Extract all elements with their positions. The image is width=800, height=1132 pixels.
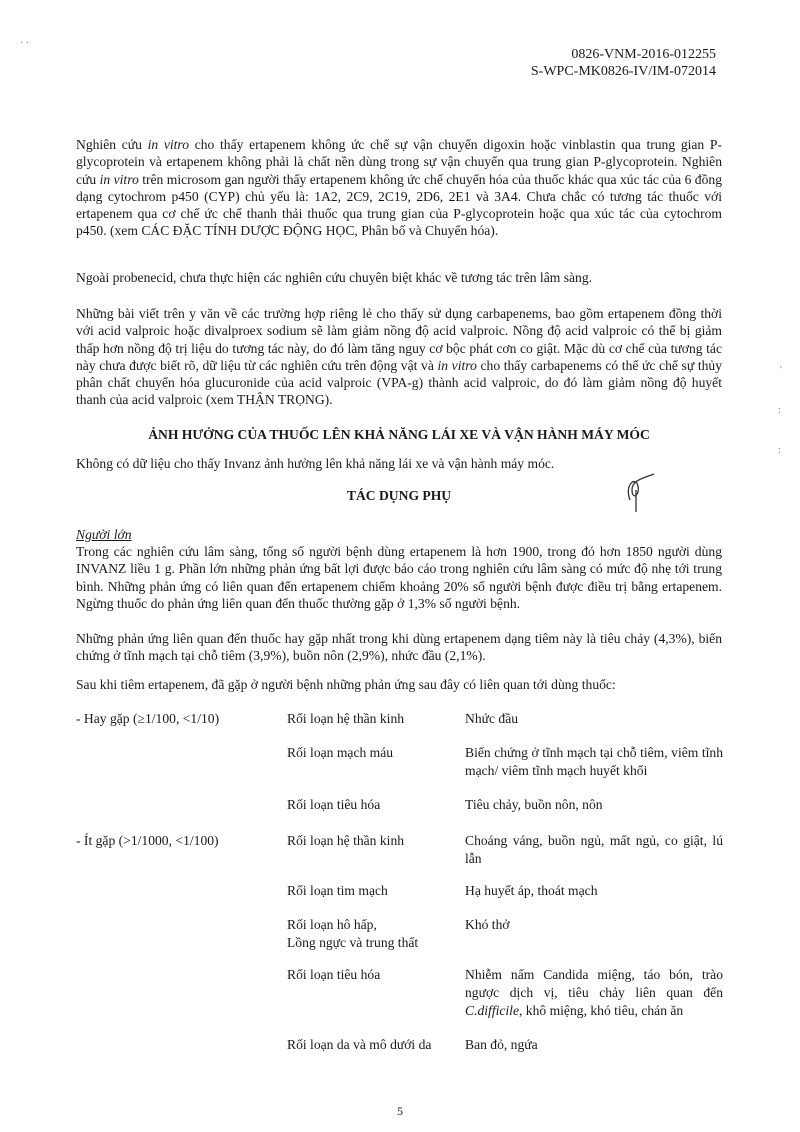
frequency-label: - Hay gặp (≥1/100, <1/10) [76,711,220,726]
document-code-2: S-WPC-MK0826-IV/IM-072014 [530,64,716,79]
scan-mark: ' [780,365,782,376]
paragraph-probenecid: Ngoài probenecid, chưa thực hiện các nghiên cứu chuyên biệt khác về tương tác trên lâm sàng. [76,270,593,285]
organ-system-label: Rối loạn tim mạch [287,883,388,898]
adverse-effect-text: Ban đỏ, ngứa [465,1037,538,1052]
paragraph-text [76,136,722,240]
organ-system-label: Rối loạn hệ thần kinh [287,711,405,726]
adverse-effect-text: Khó thở [465,917,510,932]
paragraph-table-intro: Sau khi tiêm ertapenem, đã gặp ở người bệnh những phản ứng sau đây có liên quan tới dùng thuốc: [76,677,616,692]
section-heading-side-effects: TÁC DỤNG PHỤ [346,488,452,503]
italic-term: in vitro [147,137,190,152]
adverse-effect-text [465,966,723,1020]
page-number: 5 [397,1104,403,1118]
organ-system-label: Rối loạn da và mô dưới da [287,1037,432,1052]
subheading-adults: Người lớn [76,527,132,542]
initials-signature [620,470,664,514]
paragraph-common-reactions: Những phản ứng liên quan đến thuốc hay gặp nhất trong khi dùng ertapenem dạng tiêm này là tiêu chảy (4,3%), biến chứng ở tĩnh mạch tại chỗ tiêm (3,9%), buồn nôn (2,9%), nhức đầu (2,1%). [76,631,722,664]
document-header [531,46,716,80]
paragraph-driving: Không có dữ liệu cho thấy Invanz ảnh hưởng lên khả năng lái xe và vận hành máy móc. [76,456,555,471]
italic-term: C.difficile [465,1003,519,1018]
adverse-effect-text: Hạ huyết áp, thoát mạch [465,883,598,898]
paragraph-invitro-interactions [76,136,722,240]
adverse-effect-text: Biến chứng ở tĩnh mạch tại chỗ tiêm, viêm tĩnh mạch/ viêm tĩnh mạch huyết khối [465,745,723,778]
text-run: cho thấy carbapenems có thể ức chế sự thủy phân chất chuyển hóa glucuronide của acid valproic (VPA-g) thành acid valproic, do đó làm giảm nồng độ huyết thanh của acid valproic (xem THẬN TRỌNG). [76,357,722,408]
paragraph-text [76,305,722,409]
paragraph-clinical-trials: Trong các nghiên cứu lâm sàng, tổng số người bệnh dùng ertapenem là hơn 1900, trong đó hơn 1850 người dùng INVANZ liều 1 g. Phần lớn những phản ứng bất lợi được báo cáo trong nghiên cứu lâm sàng có mức độ nhẹ tới trung bình. Những phản ứng có liên quan đến ertapenem chiếm khoảng 20% số người bệnh được điều trị bằng ertapenem. Ngừng thuốc do phản ứng liên quan đến thuốc thường gặp ở 1,3% số người bệnh. [76,544,722,611]
paragraph-valproic-acid [76,305,722,409]
organ-system-label: Rối loạn mạch máu [287,745,394,760]
adverse-effect-text: Nhức đầu [465,711,519,726]
section-heading-driving: ẢNH HƯỞNG CỦA THUỐC LÊN KHẢ NĂNG LÁI XE VÀ VẬN HÀNH MÁY MÓC [148,427,650,442]
text-run: , khô miệng, khó tiêu, chán ăn [519,1003,684,1018]
text-run: cho thấy ertapenem không ức chế sự vận chuyển digoxin hoặc vinblastin qua trung gian P-glycoprotein và ertapenem không phải là chất nền dùng trong sự vận chuyển qua trung gian P-glycoprotein. Nghiên cứu [76,137,723,187]
text-run: Nghiên cứu [76,137,148,152]
italic-term: in vitro [99,171,139,187]
adverse-effect-text: Tiêu chảy, buồn nôn, nôn [465,797,603,812]
frequency-label: - Ít gặp (>1/1000, <1/100) [76,833,219,848]
text-run: Những bài viết trên y văn về các trường hợp riêng lẻ cho thấy sử dụng carbapenems, bao gồm ertapenem đồng thời với acid valproic hoặc divalproex sodium sẽ làm giảm nồng độ acid valproic. Nồng độ acid valproic có thể bị giảm thấp hơn nồng độ trị liệu do tương tác này, do đó làm tăng nguy cơ bộc phát cơn co giật. Mặc dù cơ chế của tương tác này chưa được biết rõ, dữ liệu từ các nghiên cứu trên động vật và [76,306,722,373]
organ-system-label: Rối loạn tiêu hóa [287,967,381,982]
organ-system-label: Rối loạn tiêu hóa [287,797,381,812]
text-run: Nhiễm nấm Candida miệng, táo bón, trào ngược dịch vị, tiêu chảy liên quan đến [465,967,723,1000]
document-code-1: 0826-VNM-2016-012255 [571,47,716,62]
text-run: trên microsom gan người thấy ertapenem không ức chế chuyển hóa của thuốc khác qua xúc tác của 6 đồng dạng cytochrom p450 (CYP) chủ yếu là: 1A2, 2C9, 2C19, 2D6, 2E1 và 3A4. Chưa chắc có tương tác thuốc với ertapenem qua cơ chế ức chế thanh thải thuốc qua trung gian của P-glycoprotein hoặc qua xúc tác của cytochrom p450. (xem CÁC ĐẶC TÍNH DƯỢC ĐỘNG HỌC, Phân bố và Chuyển hóa). [76,171,722,239]
organ-system-label: Rối loạn hệ thần kinh [287,833,405,848]
italic-term: in vitro [437,357,477,373]
adverse-effect-text: Choáng váng, buồn ngủ, mất ngủ, co giật, lú lẫn [465,833,723,866]
organ-system-label: Rối loạn hô hấp, Lồng ngực và trung thất [287,917,419,950]
scan-speck: · · [20,38,30,49]
scan-mark: : [778,405,781,416]
scan-mark: : [778,445,781,456]
